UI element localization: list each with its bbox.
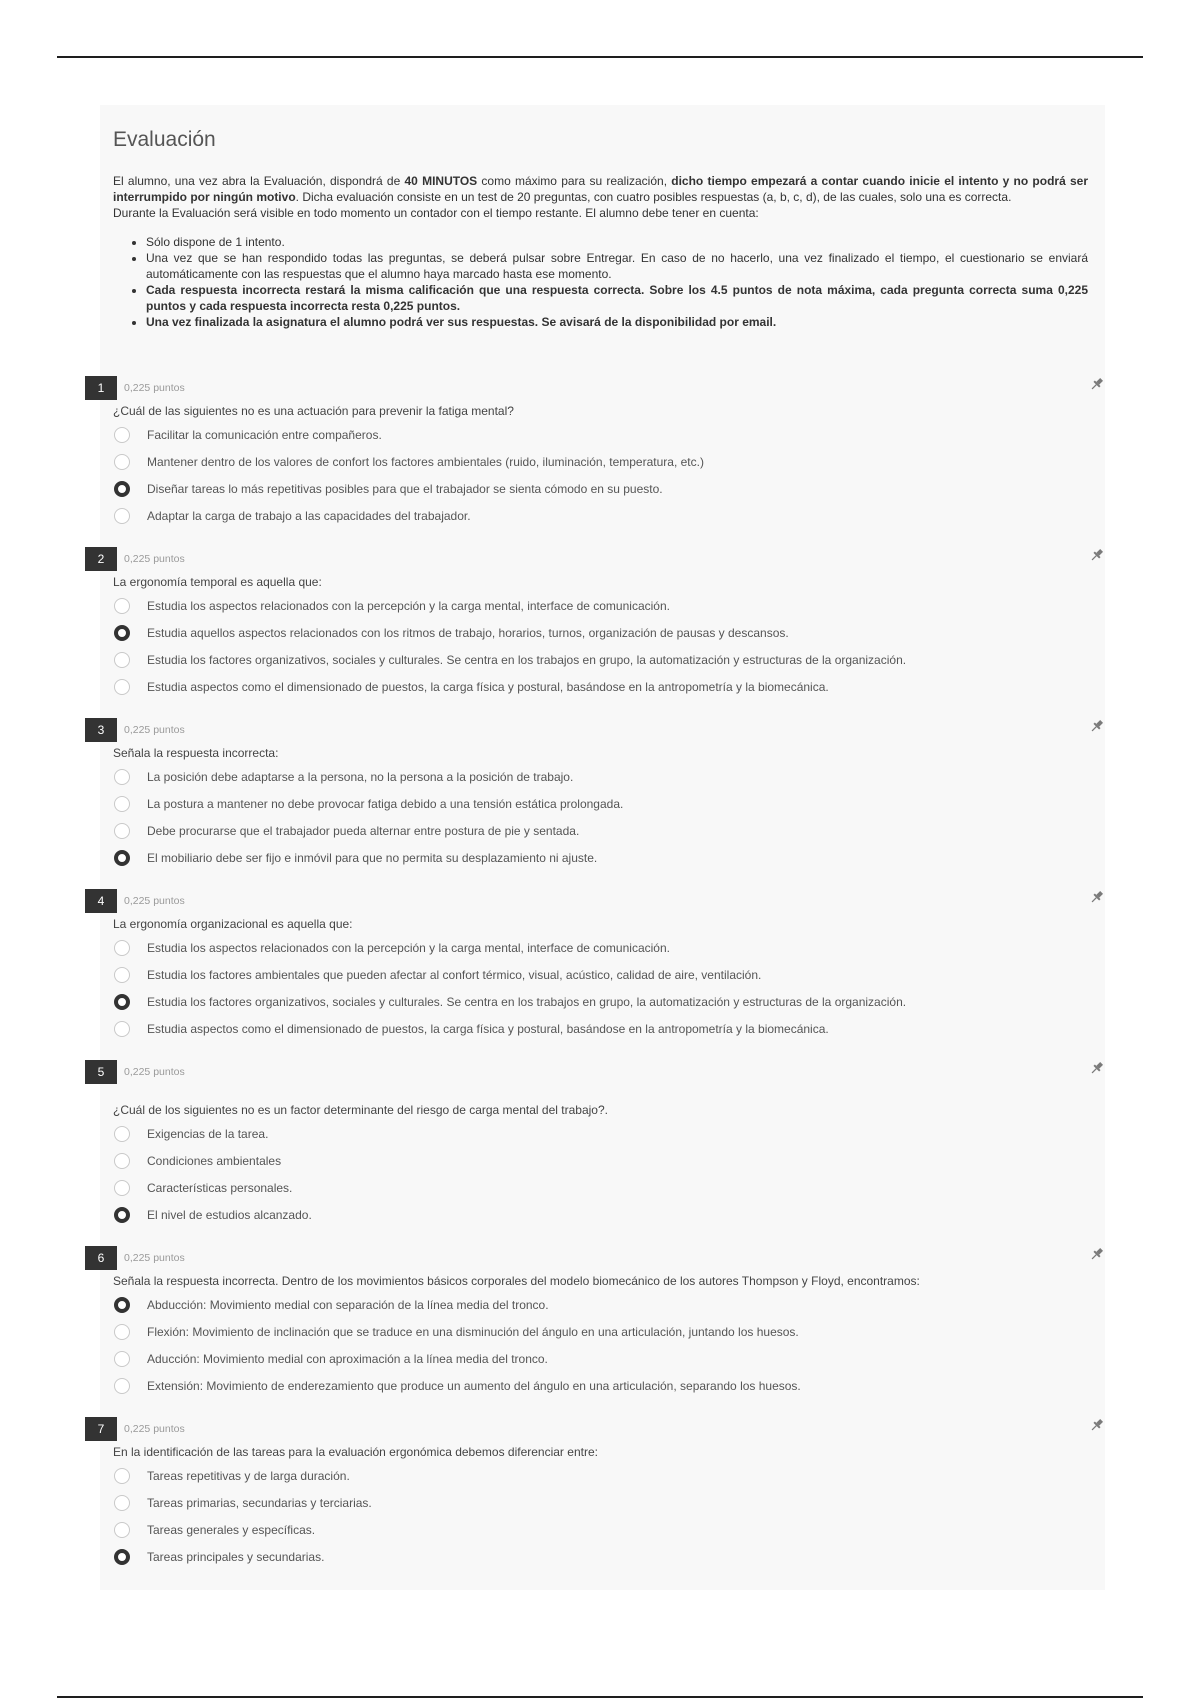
question-text: Señala la respuesta incorrecta:	[113, 746, 279, 760]
radio-button[interactable]	[114, 1378, 130, 1394]
answer-option[interactable]	[85, 791, 1105, 818]
answer-label[interactable]: Extensión: Movimiento de enderezamiento que produce un aumento del ángulo en una articulación, separando los huesos.	[147, 1379, 801, 1393]
answer-label[interactable]: Exigencias de la tarea.	[147, 1127, 269, 1141]
radio-button[interactable]	[114, 1324, 130, 1340]
radio-button[interactable]	[114, 1495, 130, 1511]
answer-option[interactable]	[85, 1463, 1105, 1490]
radio-button[interactable]	[114, 1549, 130, 1565]
instructions	[113, 173, 1088, 330]
question-header	[85, 376, 1105, 400]
rule-item: • Sólo dispone de 1 intento.	[146, 234, 1088, 250]
answer-option[interactable]	[85, 1292, 1105, 1319]
instructions-text: . Dicha evaluación consiste en un test de 20 preguntas, con cuatro posibles respuestas (a, b, c, d), de las cuales, solo una es correcta.	[295, 190, 1012, 204]
radio-button[interactable]	[114, 823, 130, 839]
radio-button[interactable]	[114, 1297, 130, 1313]
question-text: ¿Cuál de las siguientes no es una actuación para prevenir la fatiga mental?	[113, 404, 514, 418]
question-header	[85, 1417, 1105, 1441]
answer-option[interactable]	[85, 845, 1105, 872]
pin-icon[interactable]	[1089, 889, 1105, 905]
radio-button[interactable]	[114, 481, 130, 497]
question-block	[85, 718, 1105, 872]
answer-options	[85, 764, 1105, 872]
question-header	[85, 1246, 1105, 1270]
radio-button[interactable]	[114, 1522, 130, 1538]
radio-button[interactable]	[114, 1180, 130, 1196]
answer-option[interactable]	[85, 476, 1105, 503]
rule-item: • Cada respuesta incorrecta restará la misma calificación que una respuesta correcta. Sobre los 4.5 puntos de nota máxima, cada pregunta correcta suma 0,225 puntos y cada respuesta incorrecta resta 0,225 puntos.	[146, 282, 1088, 314]
radio-button[interactable]	[114, 652, 130, 668]
radio-button[interactable]	[114, 1126, 130, 1142]
answer-option[interactable]	[85, 1346, 1105, 1373]
instructions-time-warning: dicho tiempo empezará a contar cuando inicie el intento y no podrá ser interrumpido por ningún motivo	[113, 174, 1088, 204]
radio-button[interactable]	[114, 598, 130, 614]
answer-option[interactable]	[85, 764, 1105, 791]
answer-option[interactable]	[85, 647, 1105, 674]
answer-label[interactable]: Estudia los factores organizativos, sociales y culturales. Se centra en los trabajos en grupo, la automatización y estructuras de la organización.	[147, 995, 907, 1009]
question-block	[85, 889, 1105, 1043]
page-title: Evaluación	[113, 128, 216, 151]
radio-button[interactable]	[114, 454, 130, 470]
answer-option[interactable]	[85, 1373, 1105, 1400]
radio-button[interactable]	[114, 1021, 130, 1037]
page-top-rule	[57, 56, 1143, 58]
pin-icon-glyph	[1089, 718, 1105, 734]
question-points: 0,225 puntos	[124, 895, 185, 907]
question-points: 0,225 puntos	[124, 382, 185, 394]
answer-label[interactable]: Aducción: Movimiento medial con aproximación a la línea media del tronco.	[147, 1352, 548, 1366]
answer-option[interactable]	[85, 1121, 1105, 1148]
answer-label[interactable]: El mobiliario debe ser fijo e inmóvil para que no permita su desplazamiento ni ajuste.	[147, 851, 598, 865]
answer-label[interactable]: Estudia los factores ambientales que pueden afectar al confort térmico, visual, acústico, calidad de aire, ventilación.	[147, 968, 762, 982]
question-text: La ergonomía temporal es aquella que:	[113, 575, 322, 589]
answer-label[interactable]: La posición debe adaptarse a la persona, no la persona a la posición de trabajo.	[147, 770, 574, 784]
question-number-badge: 5	[85, 1060, 117, 1084]
answer-label[interactable]: Tareas primarias, secundarias y terciarias.	[147, 1496, 372, 1510]
answer-label[interactable]: Estudia aquellos aspectos relacionados con los ritmos de trabajo, horarios, turnos, organización de pausas y descansos.	[147, 626, 789, 640]
question-number-badge: 7	[85, 1417, 117, 1441]
pin-icon[interactable]	[1089, 547, 1105, 563]
question-header	[85, 547, 1105, 571]
pin-icon-glyph	[1089, 376, 1105, 392]
question-number-badge: 6	[85, 1246, 117, 1270]
answer-label[interactable]: La postura a mantener no debe provocar fatiga debido a una tensión estática prolongada.	[147, 797, 624, 811]
answer-options	[85, 935, 1105, 1043]
instructions-text: como máximo para su realización,	[477, 174, 672, 188]
answer-label[interactable]: Flexión: Movimiento de inclinación que se traduce en una disminución del ángulo en una articulación, juntando los huesos.	[147, 1325, 799, 1339]
pin-icon-glyph	[1089, 1417, 1105, 1433]
answer-option[interactable]	[85, 962, 1105, 989]
answer-label[interactable]: Estudia los aspectos relacionados con la percepción y la carga mental, interface de comunicación.	[147, 941, 670, 955]
pin-icon-glyph	[1089, 547, 1105, 563]
page-bottom-rule	[57, 1696, 1143, 1698]
answer-option[interactable]	[85, 449, 1105, 476]
answer-option[interactable]	[85, 593, 1105, 620]
answer-option[interactable]	[85, 818, 1105, 845]
answer-label[interactable]: Estudia aspectos como el dimensionado de puestos, la carga física y postural, basándose en la antropometría y la biomecánica.	[147, 680, 829, 694]
answer-options	[85, 593, 1105, 701]
radio-button[interactable]	[114, 940, 130, 956]
radio-button[interactable]	[114, 625, 130, 641]
question-header	[85, 1060, 1105, 1084]
answer-option[interactable]	[85, 620, 1105, 647]
answer-option[interactable]	[85, 674, 1105, 701]
answer-label[interactable]: El nivel de estudios alcanzado.	[147, 1208, 312, 1222]
radio-button[interactable]	[114, 994, 130, 1010]
question-number-badge: 2	[85, 547, 117, 571]
question-points: 0,225 puntos	[124, 1252, 185, 1264]
question-text: La ergonomía organizacional es aquella que:	[113, 917, 353, 931]
question-text: Señala la respuesta incorrecta. Dentro de los movimientos básicos corporales del modelo biomecánico de los autores Thompson y Floyd, encontramos:	[113, 1274, 920, 1288]
radio-button[interactable]	[114, 796, 130, 812]
question-points: 0,225 puntos	[124, 724, 185, 736]
answer-option[interactable]	[85, 1148, 1105, 1175]
answer-label[interactable]: Abducción: Movimiento medial con separación de la línea media del tronco.	[147, 1298, 549, 1312]
question-text: En la identificación de las tareas para la evaluación ergonómica debemos diferenciar entre:	[113, 1445, 598, 1459]
question-text: ¿Cuál de los siguientes no es un factor determinante del riesgo de carga mental del trabajo?.	[113, 1103, 608, 1117]
answer-options	[85, 1292, 1105, 1400]
answer-option[interactable]	[85, 1319, 1105, 1346]
pin-icon-glyph	[1089, 889, 1105, 905]
radio-button[interactable]	[114, 967, 130, 983]
rule-item: • Una vez finalizada la asignatura el alumno podrá ver sus respuestas. Se avisará de la disponibilidad por email.	[146, 314, 1088, 330]
radio-button[interactable]	[114, 1351, 130, 1367]
answer-option[interactable]	[85, 1202, 1105, 1229]
answer-options	[85, 1463, 1105, 1571]
radio-button[interactable]	[114, 769, 130, 785]
answer-option[interactable]	[85, 422, 1105, 449]
question-block	[85, 1246, 1105, 1400]
question-points: 0,225 puntos	[124, 1066, 185, 1078]
answer-label[interactable]: Diseñar tareas lo más repetitivas posibles para que el trabajador se sienta cómodo en su puesto.	[147, 482, 663, 496]
pin-icon[interactable]	[1089, 718, 1105, 734]
question-points: 0,225 puntos	[124, 553, 185, 565]
pin-icon-glyph	[1089, 1246, 1105, 1262]
answer-label[interactable]: Condiciones ambientales	[147, 1154, 282, 1168]
answer-option[interactable]	[85, 989, 1105, 1016]
answer-option[interactable]	[85, 1517, 1105, 1544]
answer-option[interactable]	[85, 1016, 1105, 1043]
radio-button[interactable]	[114, 850, 130, 866]
pin-icon[interactable]	[1089, 1417, 1105, 1433]
radio-button[interactable]	[114, 508, 130, 524]
answer-label[interactable]: Adaptar la carga de trabajo a las capacidades del trabajador.	[147, 509, 471, 523]
radio-button[interactable]	[114, 427, 130, 443]
answer-label[interactable]: Mantener dentro de los valores de confort los factores ambientales (ruido, iluminación, temperatura, etc.)	[147, 455, 704, 469]
rules-list	[113, 234, 1088, 330]
question-header	[85, 889, 1105, 913]
answer-options	[85, 422, 1105, 530]
radio-button[interactable]	[114, 1207, 130, 1223]
answer-label[interactable]: Debe procurarse que el trabajador pueda alternar entre postura de pie y sentada.	[147, 824, 580, 838]
pin-icon[interactable]	[1089, 1246, 1105, 1262]
rule-item: • Una vez que se han respondido todas las preguntas, se deberá pulsar sobre Entregar. En caso de no hacerlo, una vez finalizado el tiempo, el cuestionario se enviará automáticamente con las respuestas que el alumno haya marcado hasta ese momento.	[146, 250, 1088, 282]
answer-label[interactable]: Tareas repetitivas y de larga duración.	[147, 1469, 350, 1483]
answer-label[interactable]: Tareas generales y específicas.	[147, 1523, 316, 1537]
instructions-text: El alumno, una vez abra la Evaluación, dispondrá de	[113, 174, 405, 188]
answer-option[interactable]	[85, 1490, 1105, 1517]
answer-option[interactable]	[85, 935, 1105, 962]
instructions-paragraph	[113, 173, 1088, 205]
question-number-badge: 1	[85, 376, 117, 400]
question-header	[85, 718, 1105, 742]
instructions-note: Durante la Evaluación será visible en todo momento un contador con el tiempo restante. El alumno debe tener en cuenta:	[113, 206, 759, 220]
answer-option[interactable]	[85, 1544, 1105, 1571]
radio-button[interactable]	[114, 1468, 130, 1484]
answer-label[interactable]: Estudia los factores organizativos, sociales y culturales. Se centra en los trabajos en grupo, la automatización y estructuras de la organización.	[147, 653, 907, 667]
instructions-time-limit: 40 MINUTOS	[404, 174, 478, 188]
radio-button[interactable]	[114, 1153, 130, 1169]
pin-icon-glyph	[1089, 1060, 1105, 1076]
answer-label[interactable]: Facilitar la comunicación entre compañeros.	[147, 428, 382, 442]
question-points: 0,225 puntos	[124, 1423, 185, 1435]
question-number-badge: 3	[85, 718, 117, 742]
question-block	[85, 1417, 1105, 1571]
answer-option[interactable]	[85, 1175, 1105, 1202]
question-number-badge: 4	[85, 889, 117, 913]
answer-label[interactable]: Características personales.	[147, 1181, 293, 1195]
answer-label[interactable]: Estudia los aspectos relacionados con la percepción y la carga mental, interface de comunicación.	[147, 599, 670, 613]
question-block	[85, 1060, 1105, 1229]
answer-options	[85, 1121, 1105, 1229]
answer-label[interactable]: Estudia aspectos como el dimensionado de puestos, la carga física y postural, basándose en la antropometría y la biomecánica.	[147, 1022, 829, 1036]
question-list	[85, 376, 1105, 1588]
question-block	[85, 547, 1105, 701]
radio-button[interactable]	[114, 679, 130, 695]
pin-icon[interactable]	[1089, 1060, 1105, 1076]
answer-option[interactable]	[85, 503, 1105, 530]
answer-label[interactable]: Tareas principales y secundarias.	[147, 1550, 325, 1564]
question-block	[85, 376, 1105, 530]
pin-icon[interactable]	[1089, 376, 1105, 392]
